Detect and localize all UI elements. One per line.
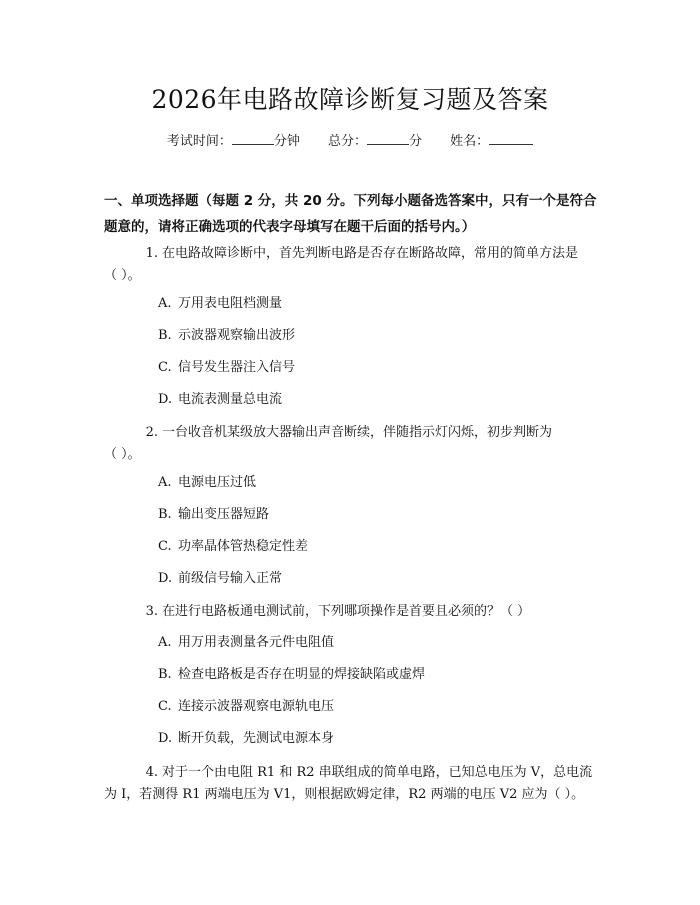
document-title: 2026年电路故障诊断复习题及答案: [151, 85, 549, 114]
question-2-option-a: [158, 473, 256, 493]
option-letter: A.: [158, 296, 172, 311]
exam-time-unit: 分钟: [273, 134, 300, 149]
question-2-stem-line-1: [104, 422, 600, 444]
exam-time-label: 考试时间：: [166, 134, 232, 149]
question-number: 2.: [145, 425, 158, 440]
option-letter: C.: [158, 539, 172, 554]
question-3-option-d: [158, 729, 334, 749]
question-1-option-c: [158, 358, 295, 378]
question-3-option-c: [158, 697, 334, 717]
option-text: 前级信号输入正常: [178, 571, 283, 586]
question-4-stem-line-2: 为 I，若测得 R1 两端电压为 V1，则根据欧姆定律，R2 两端的电压 V2 应为（ ）。: [104, 787, 585, 802]
option-letter: C.: [158, 360, 172, 375]
option-letter: D.: [158, 571, 173, 586]
name-field: [450, 131, 533, 152]
option-text: 连接示波器观察电源轨电压: [178, 699, 335, 714]
question-3: [104, 601, 600, 623]
section-heading-line-2: 题意的，请将正确选项的代表字母填写在题干后面的括号内。）: [104, 219, 476, 235]
option-letter: B.: [158, 507, 172, 522]
question-text: 在进行电路板通电测试前，下列哪项操作是首要且必须的？（ ）: [162, 604, 531, 619]
option-text: 检查电路板是否存在明显的焊接缺陷或虚焊: [178, 667, 426, 682]
option-text: 信号发生器注入信号: [178, 360, 296, 375]
exam-meta-line: [0, 131, 700, 152]
question-3-option-a: [158, 633, 334, 653]
total-score-field: [328, 131, 422, 152]
question-1-option-a: [158, 294, 282, 314]
option-letter: B.: [158, 328, 172, 343]
exam-time-blank: [232, 131, 274, 145]
option-letter: D.: [158, 392, 173, 407]
question-1-stem-line-2: （ ）。: [104, 268, 141, 283]
question-1: [104, 243, 600, 287]
total-score-blank: [367, 131, 409, 145]
option-text: 电源电压过低: [178, 475, 257, 490]
total-score-label: 总分：: [327, 134, 367, 149]
option-letter: C.: [158, 699, 172, 714]
option-letter: A.: [158, 635, 172, 650]
question-2-option-d: [158, 569, 282, 589]
option-letter: A.: [158, 475, 172, 490]
question-4: [104, 762, 600, 806]
name-blank: [489, 131, 533, 145]
question-text: 一台收音机某级放大器输出声音断续，伴随指示灯闪烁，初步判断为: [162, 425, 553, 440]
question-text: 在电路故障诊断中，首先判断电路是否存在断路故障，常用的简单方法是: [162, 246, 579, 261]
question-1-option-b: [158, 326, 295, 346]
name-label: 姓名：: [450, 134, 490, 149]
option-text: 万用表电阻档测量: [178, 296, 283, 311]
option-text: 断开负载，先测试电源本身: [178, 731, 335, 746]
exam-time-field: [167, 131, 300, 152]
option-letter: B.: [158, 667, 172, 682]
option-text: 输出变压器短路: [178, 507, 270, 522]
question-1-option-d: [158, 390, 282, 410]
total-score-unit: 分: [409, 134, 423, 149]
question-number: 1.: [145, 246, 158, 261]
question-number: 3.: [145, 604, 158, 619]
option-text: 用万用表测量各元件电阻值: [178, 635, 335, 650]
question-text: 对于一个由电阻 R1 和 R2 串联组成的简单电路，已知总电压为 V，总电流: [162, 765, 593, 780]
question-2-stem-line-2: （ ）。: [104, 447, 141, 462]
question-2-option-c: [158, 537, 308, 557]
option-letter: D.: [158, 731, 173, 746]
option-text: 电流表测量总电流: [178, 392, 283, 407]
question-2-option-b: [158, 505, 269, 525]
option-text: 功率晶体管热稳定性差: [178, 539, 309, 554]
question-number: 4.: [145, 765, 158, 780]
question-2: [104, 422, 600, 466]
option-text: 示波器观察输出波形: [178, 328, 296, 343]
section-heading-line-1: 一、单项选择题（每题 2 分，共 20 分。下列每小题备选答案中，只有一个是符合: [104, 193, 597, 209]
question-3-option-b: [158, 665, 425, 685]
question-1-stem-line-1: [104, 243, 600, 265]
question-4-stem-line-1: [104, 762, 600, 784]
question-3-stem-line-1: [104, 601, 600, 623]
section-heading: [104, 188, 600, 240]
